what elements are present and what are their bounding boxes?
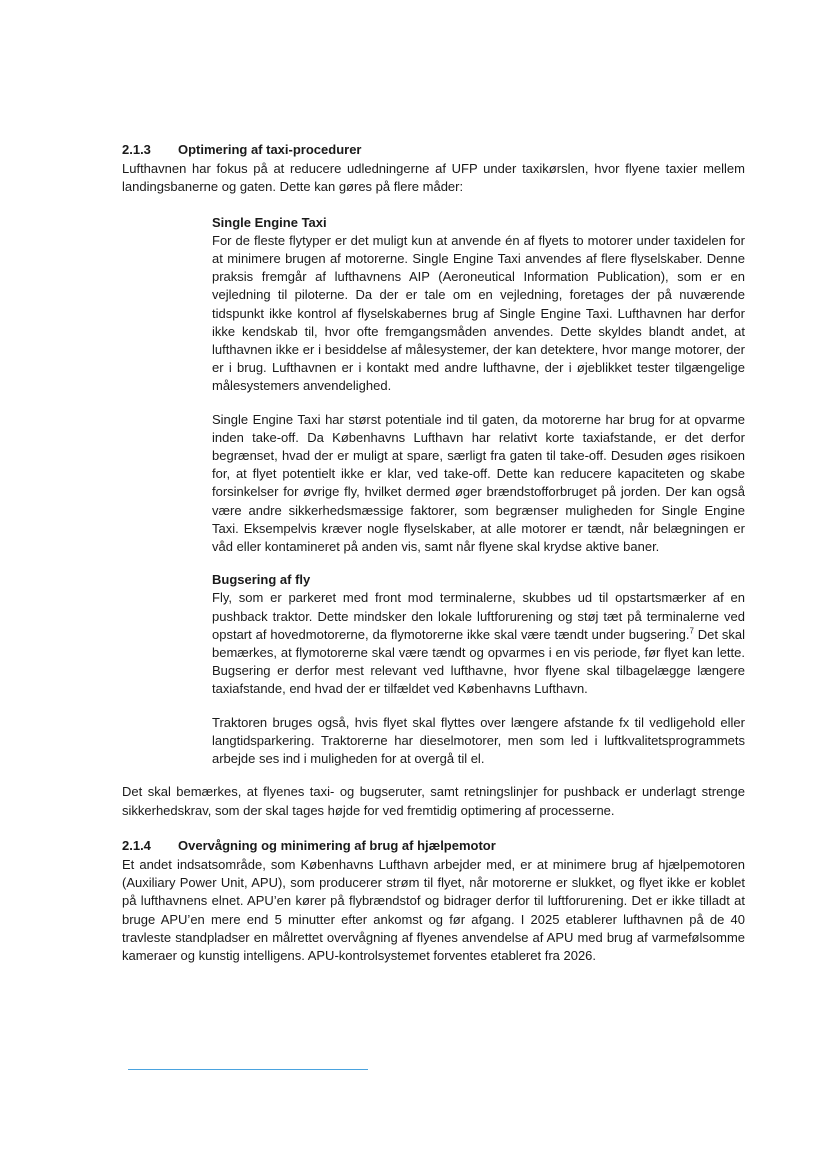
section-heading-2-1-3 [122, 141, 745, 159]
paragraph [212, 589, 745, 698]
section-intro: Lufthavnen har fokus på at reducere udledningerne af UFP under taxikørslen, hvor flyene taxier mellem landingsbanerne og gaten. Dette kan gøres på flere måder: [122, 161, 745, 195]
section-title: Optimering af taxi-procedurer [178, 142, 362, 157]
closing-paragraph: Det skal bemærkes, at flyenes taxi- og bugseruter, samt retningslinjer for pushback er underlagt strenge sikkerhedskrav, som der skal tages højde for ved fremtidig optimering af processerne. [122, 784, 745, 818]
single-engine-taxi-block [212, 214, 745, 769]
section-number: 2.1.4 [122, 837, 151, 853]
section-heading-2-1-4 [122, 837, 745, 855]
section-body: Et andet indsatsområde, som Københavns Lufthavn arbejder med, er at minimere brug af hjælpemotoren (Auxiliary Power Unit, APU), som producerer strøm til flyet, når motorerne er slukket, og flyet ikke er koblet på lufthavnens elnet. APU’en kører på flybrændstof og bidrager derfor til luftforurening. Det er ikke tilladt at bruge APU’en mere end 5 minutter efter ankomst og før afgang. I 2025 etablerer lufthavnen på de 40 travleste standpladser en målrettet overvågning af flyenes anvendelse af APU med brug af varmefølsomme kameraer og kunstig intelligens. APU-kontrolsystemet forventes etableret fra 2026. [122, 856, 745, 963]
paragraph: Single Engine Taxi har størst potentiale ind til gaten, da motorerne har brug for at opvarme inden take-off. Da Københavns Lufthavn har relativt korte taxiafstande, er det derfor begrænset, hvad der er muligt at spare, særligt fra gaten til take-off. Desuden øges risikoen for, at flyet potentielt ikke er klar, ved take-off. Dette kan reducere kapaciteten og skabe forsinkelser for øvrige fly, hvilket dermed øger brændstofforbruget på jorden. Der kan også være andre sikkerhedsmæssige faktorer, som begrænser muligheden for Single Engine Taxi. Eksempelvis kræver nogle flyselskaber, at alle motorer er tændt, når belægningen er våd eller kontamineret på anden vis, samt når flyene skal krydse aktive baner. [212, 411, 745, 555]
section-title: Overvågning og minimering af brug af hjælpemotor [178, 837, 496, 853]
paragraph-text: Det skal bemærkes, at flymotorerne skal være tændt og opvarmes i en vis periode, før flyet kan lette. Bugsering er derfor mest relevant ved lufthavne, hvor flyene skal tilbagelægge længere taxiafstande, end hvad der er tilfældet ved Københavns Lufthavn. [212, 626, 745, 697]
paragraph-text: Fly, som er parkeret med front mod terminalerne, skubbes ud til opstartsmærker af en pushback traktor. Dette mindsker den lokale luftforurening og støj tæt på terminalerne ved opstart af hovedmotorerne, da flymotorerne ikke skal være tændt under bugsering. [212, 590, 745, 642]
section-number: 2.1.3 [122, 142, 151, 157]
paragraph: Traktoren bruges også, hvis flyet skal flyttes over længere afstande fx til vedligehold eller langtidsparkering. Traktorerne har dieselmotorer, men som led i luftkvalitetsprogrammets arbejde ses ind i muligheden for at overgå til el. [212, 714, 745, 767]
document-page [122, 141, 745, 965]
footnote-reference[interactable]: 7 [689, 626, 694, 636]
subheading-towing: Bugsering af fly [212, 572, 311, 588]
paragraph: For de fleste flytyper er det muligt kun at anvende én af flyets to motorer under taxidelen for at minimere brugen af motorerne. Single Engine Taxi anvendes af flere flyselskaber. Denne praksis fremgår af lufthavnens AIP (Aeroneutical Information Publication), som er en vejledning til piloterne. Da der er tale om en vejledning, foretages der på nuværende tidspunkt ikke kontrol af flyselskabernes brug af Single Engine Taxi. Lufthavnen har derfor ikke kendskab til, hvor ofte fremgangsmåden anvendes. Dette skyldes blandt andet, at lufthavnen ikke er i besiddelse af målesystemer, der kan detektere, hvor mange motorer, der er i brug. Lufthavnen er i kontakt med andre lufthavne, der i øjeblikket tester tilgængelige målesystemers anvendelighed. [212, 232, 745, 394]
footnote-separator [128, 1069, 368, 1070]
subheading-single-engine-taxi: Single Engine Taxi [212, 214, 327, 230]
